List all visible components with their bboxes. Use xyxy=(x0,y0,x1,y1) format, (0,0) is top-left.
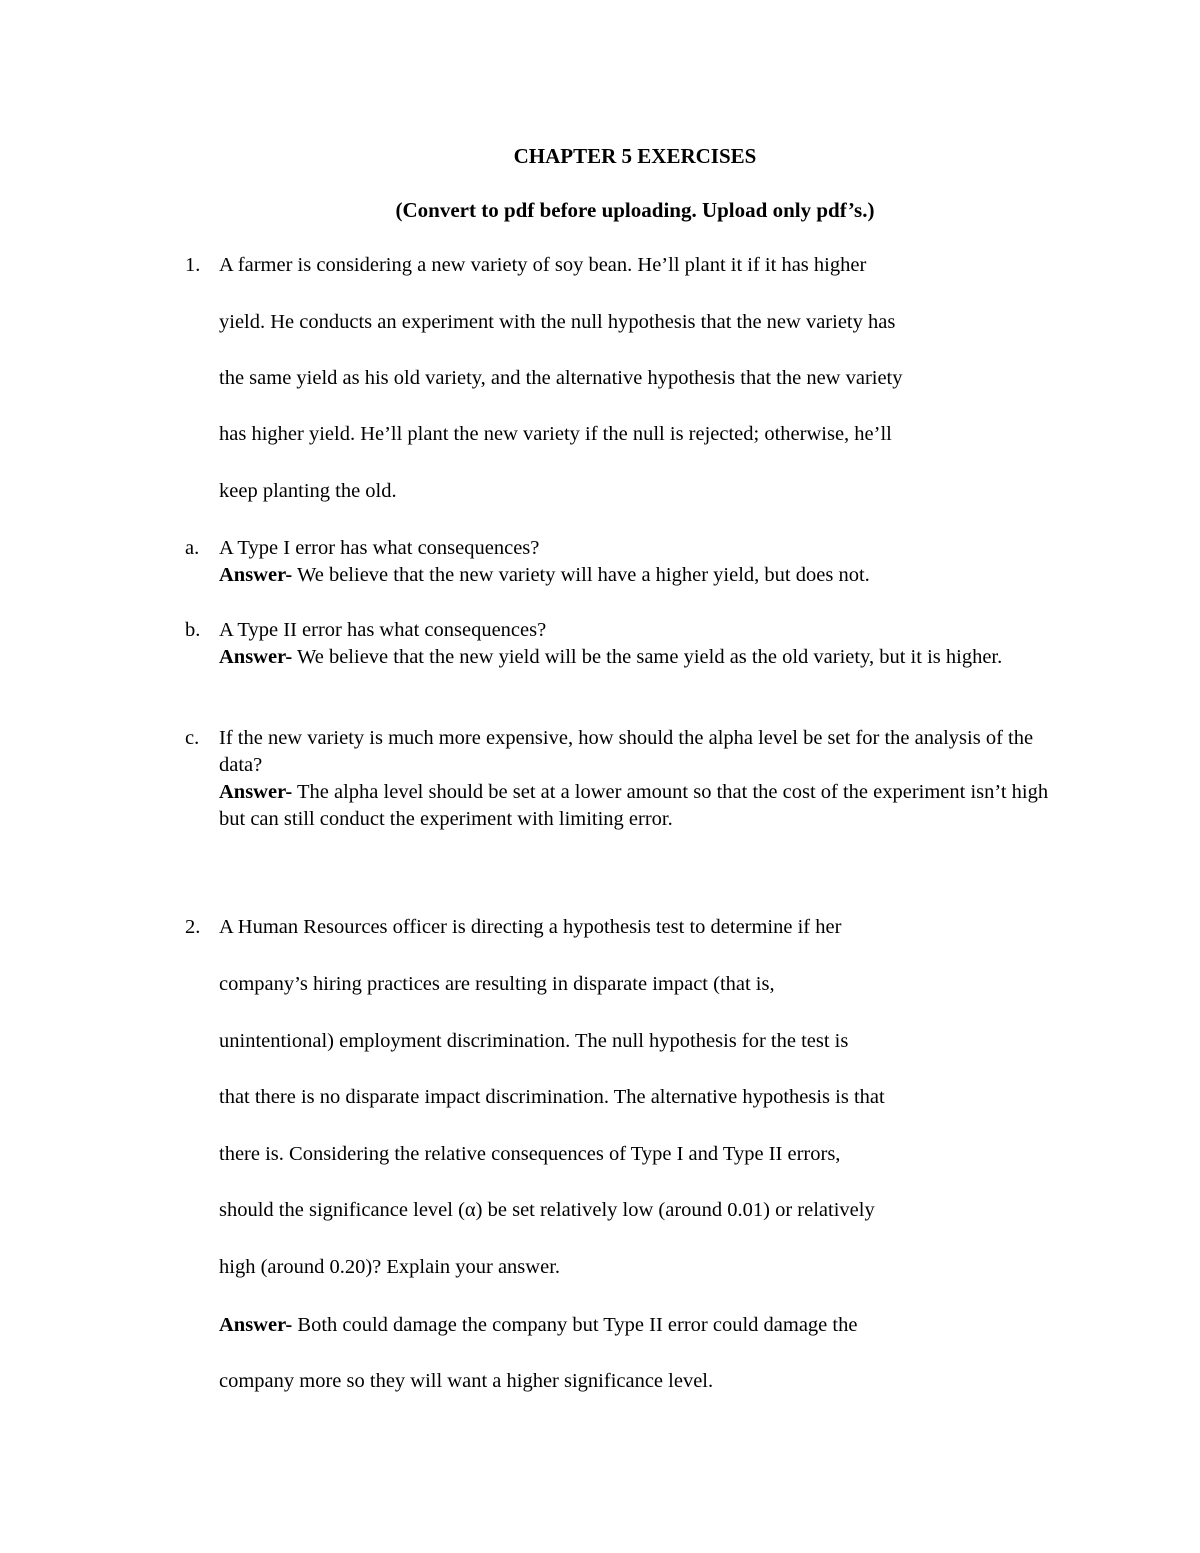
question-2-answer-label: Answer- xyxy=(219,1314,293,1336)
part-b-question: A Type II error has what consequences? xyxy=(219,619,547,641)
page-title: CHAPTER 5 EXERCISES xyxy=(513,144,757,168)
question-2-line: there is. Considering the relative consequences of Type I and Type II errors, xyxy=(219,1143,841,1165)
question-2-line: A Human Resources officer is directing a hypothesis test to determine if her xyxy=(219,916,842,938)
question-2-answer xyxy=(219,1312,857,1338)
question-1-line: the same yield as his old variety, and the alternative hypothesis that the new variety xyxy=(219,367,903,389)
upload-note: (Convert to pdf before uploading. Upload only pdf’s.) xyxy=(395,198,875,222)
part-b-answer: We believe that the new yield will be the same yield as the old variety, but it is higher. xyxy=(292,646,1003,668)
question-1-number: 1. xyxy=(185,254,201,276)
part-c-answer: The alpha level should be set at a lower amount so that the cost of the experiment isn’t high but can still conduct the experiment with limiting error. xyxy=(219,781,1049,830)
part-c-letter: c. xyxy=(185,727,200,749)
question-2-number: 2. xyxy=(185,916,201,938)
question-2-line: that there is no disparate impact discrimination. The alternative hypothesis is that xyxy=(219,1086,885,1108)
question-2-line: high (around 0.20)? Explain your answer. xyxy=(219,1256,561,1278)
part-c-answer-label: Answer- xyxy=(219,781,293,803)
question-2-answer-line: company more so they will want a higher significance level. xyxy=(219,1370,714,1392)
question-2-answer-line: Both could damage the company but Type II error could damage the xyxy=(292,1314,858,1336)
part-a-question: A Type I error has what consequences? xyxy=(219,537,540,559)
part-c-question: If the new variety is much more expensive, how should the alpha level be set for the analysis of the data? xyxy=(219,727,1034,776)
question-1-line: A farmer is considering a new variety of soy bean. He’ll plant it if it has higher xyxy=(219,254,867,276)
part-b xyxy=(219,617,1069,671)
part-b-answer-label: Answer- xyxy=(219,646,293,668)
part-c xyxy=(219,725,1069,833)
question-1-line: yield. He conducts an experiment with the null hypothesis that the new variety has xyxy=(219,311,896,333)
question-2-line: company’s hiring practices are resulting in disparate impact (that is, xyxy=(219,973,775,995)
part-a-letter: a. xyxy=(185,537,200,559)
question-1-line: keep planting the old. xyxy=(219,480,397,502)
part-a-answer-label: Answer- xyxy=(219,564,293,586)
part-a xyxy=(219,535,1069,589)
question-2-line: should the significance level (α) be set relatively low (around 0.01) or relatively xyxy=(219,1199,875,1221)
question-2-line: unintentional) employment discrimination. The null hypothesis for the test is xyxy=(219,1030,849,1052)
part-a-answer: We believe that the new variety will have a higher yield, but does not. xyxy=(292,564,870,586)
part-b-letter: b. xyxy=(185,619,201,641)
question-1-line: has higher yield. He’ll plant the new variety if the null is rejected; otherwise, he’ll xyxy=(219,423,892,445)
